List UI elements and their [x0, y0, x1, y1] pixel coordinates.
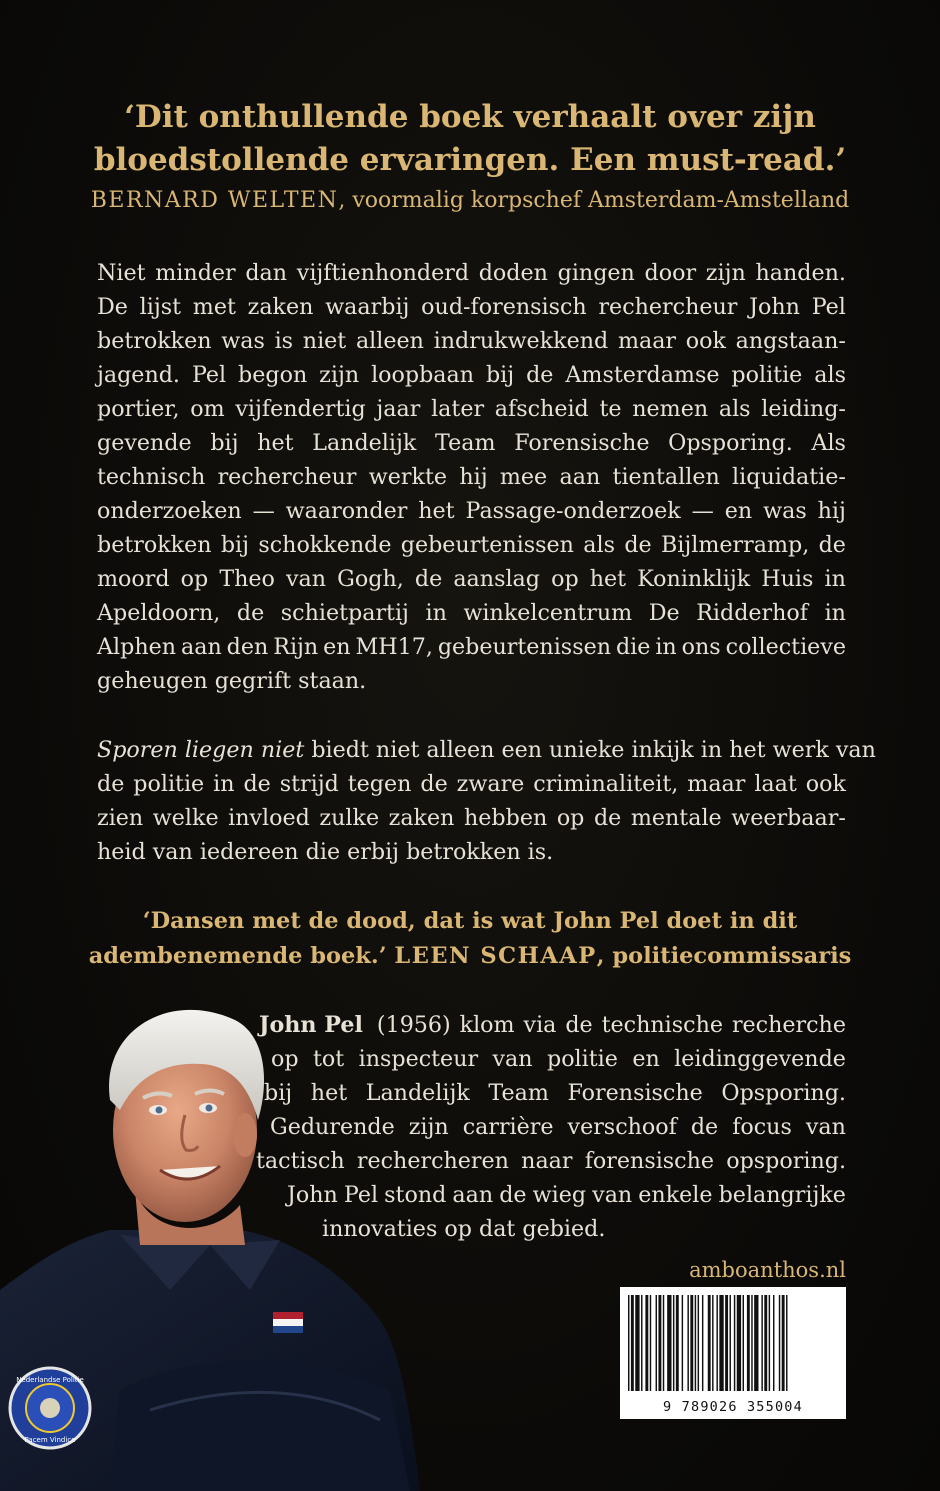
- book-title-italic: Sporen liegen niet: [97, 737, 305, 763]
- word: leidinggevende: [674, 1046, 846, 1072]
- description-line: [97, 664, 846, 698]
- word: Landelijk: [312, 430, 417, 456]
- barcode-bar: [698, 1295, 699, 1391]
- word: technisch: [97, 464, 206, 490]
- description-line: [97, 256, 846, 290]
- bio-line: [256, 1144, 846, 1178]
- barcode-bar: [650, 1295, 651, 1391]
- barcode-bar: [747, 1295, 750, 1391]
- word: de: [499, 1182, 527, 1208]
- barcode-bar: [725, 1295, 728, 1391]
- word: als: [718, 396, 751, 422]
- word: John: [749, 294, 800, 320]
- word: op: [551, 566, 579, 592]
- word: in: [824, 566, 846, 592]
- middle-quote-author: LEEN SCHAAP: [394, 943, 597, 969]
- word: ook: [685, 328, 726, 354]
- publisher-website: amboanthos.nl: [689, 1258, 846, 1282]
- word: aan: [180, 634, 222, 660]
- word: is: [274, 328, 294, 354]
- word: tot: [312, 1046, 345, 1072]
- word: was: [763, 498, 807, 524]
- description-line: [97, 290, 846, 324]
- word: de: [414, 566, 443, 592]
- barcode-bar: [773, 1295, 774, 1391]
- word: forensische: [584, 1148, 715, 1174]
- word: De: [648, 600, 680, 626]
- barcode-bar: [702, 1295, 703, 1391]
- word: betrokken: [97, 328, 212, 354]
- word: schokkende: [258, 532, 392, 558]
- word: tegen: [347, 771, 412, 797]
- barcode-bar: [641, 1295, 642, 1391]
- word: —: [691, 498, 714, 524]
- word: die: [615, 634, 651, 660]
- word: MH17,: [355, 634, 433, 660]
- word: tientallen: [612, 464, 720, 490]
- top-quote-attribution: [60, 186, 880, 216]
- author-name: John Pel: [259, 1012, 363, 1038]
- top-quote: [60, 96, 880, 182]
- word: hij: [459, 464, 488, 490]
- word: De: [97, 294, 128, 320]
- word: de: [624, 532, 652, 558]
- word: bij: [210, 430, 239, 456]
- description-line: [97, 460, 846, 494]
- word: oud-forensisch: [421, 294, 587, 320]
- word: door: [644, 260, 697, 286]
- word: en: [632, 1046, 660, 1072]
- word: gebeurtenissen: [400, 532, 574, 558]
- word: collectieve: [725, 634, 846, 660]
- word: vijfendertig: [235, 396, 366, 422]
- word: onderzoeken: [97, 498, 242, 524]
- description-line-text: heid van iedereen die erbij betrokken is.: [97, 839, 554, 865]
- word: opsporing.: [726, 1148, 846, 1174]
- word: recherche: [731, 1012, 846, 1038]
- word: in: [824, 600, 846, 626]
- word: om: [190, 396, 225, 422]
- description-line: [97, 528, 846, 562]
- word: als: [814, 362, 846, 388]
- word: moord: [97, 566, 170, 592]
- word: leiding-: [761, 396, 846, 422]
- word: de: [243, 771, 271, 797]
- barcode-bar: [663, 1295, 664, 1391]
- barcode-bar: [656, 1295, 657, 1391]
- bio-line: [287, 1178, 846, 1212]
- word: aanslag: [453, 566, 540, 592]
- word: Huis: [761, 566, 814, 592]
- word: portier,: [97, 396, 180, 422]
- barcode-bar: [719, 1295, 723, 1391]
- word: maar: [687, 771, 746, 797]
- word: was: [221, 328, 265, 354]
- barcode-bar: [751, 1295, 752, 1391]
- word: belangrijke: [718, 1182, 846, 1208]
- word: Forensische: [567, 1080, 703, 1106]
- barcode-bar: [754, 1295, 758, 1391]
- word: begon: [238, 362, 308, 388]
- word: als: [583, 532, 615, 558]
- word: liquidatie-: [732, 464, 846, 490]
- word: het: [310, 1080, 348, 1106]
- word: invloed: [228, 805, 310, 831]
- barcode-bar: [635, 1295, 639, 1391]
- word: Rijn: [273, 634, 319, 660]
- word: ook: [805, 771, 846, 797]
- barcode-bar: [673, 1295, 674, 1391]
- middle-quote-line-2: [60, 939, 880, 974]
- word: Apeldoorn,: [97, 600, 221, 626]
- word: Forensische: [514, 430, 650, 456]
- description-line: [97, 494, 846, 528]
- word: te: [599, 396, 622, 422]
- word: handen.: [755, 260, 846, 286]
- top-quote-author-role: , voormalig korpschef Amsterdam-Amstelland: [338, 188, 850, 213]
- word: John: [287, 1182, 338, 1208]
- word: afscheid: [494, 396, 589, 422]
- word: zulke: [319, 805, 380, 831]
- bio-line: [322, 1212, 846, 1246]
- word: gebeurtenissen: [437, 634, 612, 660]
- word: op: [556, 805, 585, 831]
- word: alleen: [355, 328, 424, 354]
- word: strijd: [279, 771, 339, 797]
- bio-line: [271, 1042, 846, 1076]
- word: (1956): [376, 1012, 451, 1038]
- word: zijn: [705, 260, 746, 286]
- word: het: [257, 430, 294, 456]
- word: nemen: [632, 396, 709, 422]
- word: jagend.: [97, 362, 180, 388]
- word: Gedurende: [270, 1114, 395, 1140]
- bio-line: [264, 1076, 846, 1110]
- barcode-bar: [737, 1295, 741, 1391]
- word: Team: [488, 1080, 549, 1106]
- barcode-bar: [690, 1295, 693, 1391]
- barcode-bars: [626, 1295, 840, 1391]
- word: aan: [559, 464, 601, 490]
- isbn-number: 9 789026 355004: [663, 1399, 803, 1415]
- word: het: [418, 498, 455, 524]
- word: maar: [617, 328, 677, 354]
- bio-line-text: innovaties op dat gebied.: [322, 1216, 606, 1242]
- word: de: [565, 1012, 593, 1038]
- word: dan: [245, 260, 288, 286]
- barcode-bar: [695, 1295, 696, 1391]
- bio-line-text: [377, 1008, 846, 1042]
- word: de: [420, 771, 448, 797]
- word: klom: [459, 1012, 515, 1038]
- middle-quote: [60, 904, 880, 974]
- word: waarbij: [325, 294, 410, 320]
- barcode-bar: [658, 1295, 661, 1391]
- description-line: [97, 733, 876, 767]
- barcode-bar: [645, 1295, 648, 1391]
- bio-line: [270, 1110, 846, 1144]
- word: Alphen: [97, 634, 177, 660]
- word: den: [226, 634, 269, 660]
- barcode-bar: [730, 1295, 731, 1391]
- word: Pel: [811, 294, 846, 320]
- barcode-bar: [667, 1295, 671, 1391]
- description-line: [97, 630, 846, 664]
- top-quote-author: BERNARD WELTEN: [90, 188, 339, 213]
- word: van: [492, 1046, 533, 1072]
- word: mee: [499, 464, 548, 490]
- word: van: [286, 566, 327, 592]
- top-quote-line: bloedstollende ervaringen. Een must-read.’: [93, 142, 847, 178]
- description-line: [97, 835, 846, 869]
- word: Pel: [343, 1182, 379, 1208]
- word: gevende: [97, 430, 192, 456]
- word: Als: [811, 430, 846, 456]
- author-bio: [0, 1008, 846, 1246]
- word: van: [592, 1182, 633, 1208]
- dutch-flag-patch: [273, 1312, 303, 1333]
- word: politie: [133, 771, 205, 797]
- word: Bijlmerramp,: [660, 532, 810, 558]
- word: later: [431, 396, 485, 422]
- word: zijn: [319, 362, 360, 388]
- description-paragraph-1: [97, 256, 846, 698]
- word: focus: [732, 1114, 792, 1140]
- word: rechercheren: [356, 1148, 509, 1174]
- word: Theo: [219, 566, 275, 592]
- barcode-bar: [786, 1295, 787, 1391]
- middle-quote-text: adembenemende boek.’: [88, 943, 395, 969]
- word: stond: [384, 1182, 447, 1208]
- word: jaar: [376, 396, 421, 422]
- word: lijst: [139, 294, 182, 320]
- word: Ridderhof: [696, 600, 809, 626]
- isbn-barcode: [620, 1287, 846, 1419]
- barcode-bar: [687, 1295, 688, 1391]
- barcode-bar: [734, 1295, 735, 1391]
- word: politie: [731, 362, 803, 388]
- word: waaronder: [285, 498, 408, 524]
- description-line: [97, 596, 846, 630]
- barcode-bar: [769, 1295, 770, 1391]
- word: welke: [152, 805, 219, 831]
- word: Amsterdamse: [565, 362, 720, 388]
- barcode-bar: [708, 1295, 711, 1391]
- word: naar: [521, 1148, 573, 1174]
- word: —: [252, 498, 275, 524]
- word: de: [690, 1114, 719, 1140]
- word: laat: [754, 771, 797, 797]
- word: Opsporing.: [721, 1080, 846, 1106]
- word: op: [180, 566, 209, 592]
- bio-line: [259, 1008, 846, 1042]
- description-line: [97, 358, 846, 392]
- description-line: [97, 426, 846, 460]
- barcode-bar: [782, 1295, 785, 1391]
- word: tactisch: [256, 1148, 345, 1174]
- description-line: [97, 324, 846, 358]
- word: zaken: [247, 294, 314, 320]
- barcode-bar: [628, 1295, 629, 1391]
- word: ons: [681, 634, 721, 660]
- word: Opsporing.: [668, 430, 793, 456]
- word: hebben: [464, 805, 548, 831]
- word: werkte: [368, 464, 448, 490]
- word: via: [523, 1012, 557, 1038]
- word: met: [192, 294, 236, 320]
- word: enkele: [638, 1182, 713, 1208]
- word: in: [425, 600, 447, 626]
- svg-text:Nederlandse Politie: Nederlandse Politie: [16, 1376, 84, 1384]
- description-paragraph-2: [97, 733, 876, 869]
- word: schietpartij: [280, 600, 409, 626]
- word: Team: [435, 430, 496, 456]
- word: Passage-onderzoek: [465, 498, 681, 524]
- word: de: [593, 805, 622, 831]
- description-line: [97, 562, 846, 596]
- word: rechercheur: [217, 464, 357, 490]
- barcode-bar: [631, 1295, 634, 1391]
- word: in: [655, 634, 677, 660]
- word: Pel: [191, 362, 227, 388]
- word: winkelcentrum: [463, 600, 633, 626]
- word: wieg: [532, 1182, 587, 1208]
- word: carrière: [462, 1114, 554, 1140]
- word: doden: [478, 260, 548, 286]
- word: de: [526, 362, 554, 388]
- word: bij: [264, 1080, 293, 1106]
- word: loopbaan: [371, 362, 475, 388]
- word: zware: [456, 771, 525, 797]
- word: gingen: [557, 260, 635, 286]
- barcode-bar: [716, 1295, 717, 1391]
- word: politie: [547, 1046, 618, 1072]
- word: Koninklijk: [637, 566, 751, 592]
- word: de: [818, 532, 846, 558]
- word: aan: [452, 1182, 494, 1208]
- word: Gogh,: [337, 566, 404, 592]
- word: de: [236, 600, 265, 626]
- police-shoulder-badge: [10, 1368, 90, 1448]
- description-line: [97, 392, 846, 426]
- word: minder: [155, 260, 236, 286]
- word: op: [271, 1046, 299, 1072]
- description-line: [97, 801, 846, 835]
- word: weerbaar-: [731, 805, 846, 831]
- word: hij: [817, 498, 846, 524]
- svg-text:Pacem Vindice: Pacem Vindice: [24, 1436, 76, 1444]
- word: technische: [601, 1012, 723, 1038]
- word: en: [323, 634, 351, 660]
- word: rechercheur: [598, 294, 738, 320]
- word: mentale: [630, 805, 722, 831]
- barcode-bar: [764, 1295, 767, 1391]
- word: het: [589, 566, 627, 592]
- word: van: [805, 1114, 846, 1140]
- word: Landelijk: [365, 1080, 470, 1106]
- word: zijn: [408, 1114, 449, 1140]
- barcode-bar: [743, 1295, 744, 1391]
- description-line-text: biedt niet alleen een unieke inkijk in het werk van: [304, 737, 876, 763]
- word: bij: [220, 532, 250, 558]
- barcode-bar: [682, 1295, 683, 1391]
- barcode-bar: [761, 1295, 762, 1391]
- word: inspecteur: [358, 1046, 479, 1072]
- word: indrukwekkend: [433, 328, 609, 354]
- word: zaken: [388, 805, 455, 831]
- word: niet: [302, 328, 347, 354]
- word: vijftienhonderd: [296, 260, 470, 286]
- word: en: [724, 498, 753, 524]
- barcode-bar: [676, 1295, 679, 1391]
- top-quote-line: ‘Dit onthullende boek verhaalt over zijn: [124, 99, 816, 135]
- word: in: [213, 771, 235, 797]
- word: betrokken: [97, 532, 212, 558]
- description-line: [97, 767, 846, 801]
- middle-quote-author-role: , politiecommissaris: [596, 943, 852, 969]
- barcode-bar: [712, 1295, 713, 1391]
- word: Niet: [97, 260, 146, 286]
- word: zien: [97, 805, 144, 831]
- word: bij: [485, 362, 515, 388]
- word: criminaliteit,: [533, 771, 679, 797]
- word: de: [97, 771, 125, 797]
- word: angstaan-: [735, 328, 846, 354]
- barcode-bar: [779, 1295, 780, 1391]
- word: verschoof: [567, 1114, 677, 1140]
- middle-quote-line: ‘Dansen met de dood, dat is wat John Pel doet in dit: [142, 908, 798, 934]
- description-line-text: geheugen gegrift staan.: [97, 668, 367, 694]
